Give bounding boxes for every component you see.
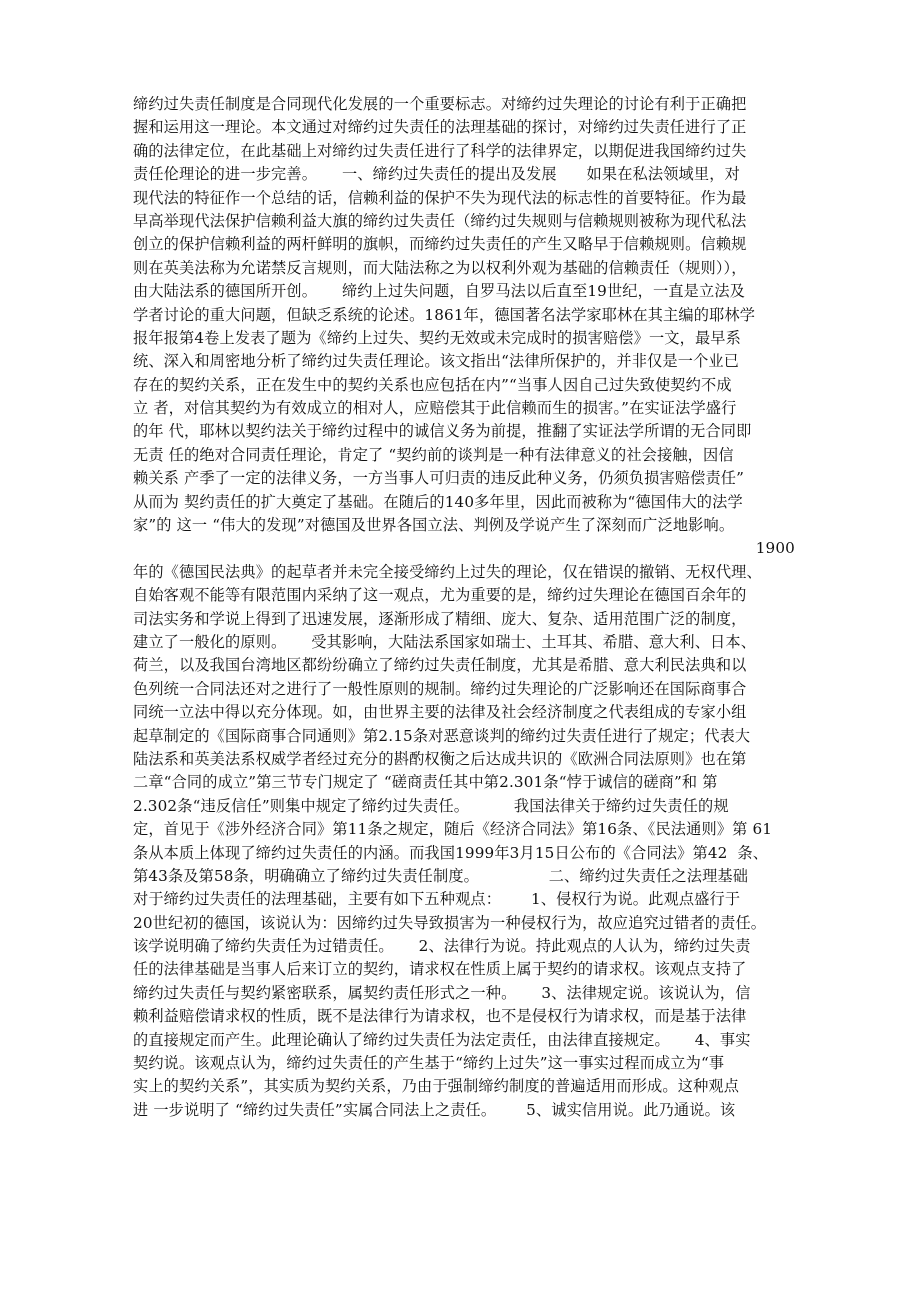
text-line: 早高举现代法保护信赖利益大旗的缔约过失责任（缔约过失规则与信赖规则被称为现代私法 [133, 211, 747, 230]
text-line: 立 者，对信其契约为有效成立的相对人，应赔偿其于此信赖而生的损害。”在实证法学盛行 [133, 399, 737, 418]
text-line: 则在英美法称为允诺禁反言规则，而大陆法称之为以权利外观为基础的信赖责任（规则））， [133, 258, 747, 277]
text-line: 进 一步说明了 “缔约过失责任”实属合同法上之责任。 5、诚实信用说。此乃通说。该 [133, 1100, 736, 1119]
text-line: 陆法系和英美法系权威学者经过充分的斟酌权衡之后达成共识的《欧洲合同法原则》也在第 [133, 749, 747, 768]
text-line: 对于缔约过失责任的法理基础，主要有如下五种观点： 1、侵权行为说。此观点盛行于 [133, 890, 741, 909]
text-line: 从而为 契约责任的扩大奠定了基础。在随后的140多年里，因此而被称为“德国伟大的法学 [133, 492, 743, 511]
text-line: 1900 [755, 539, 795, 558]
text-line: 的直接规定而产生。此理论确认了缔约过失责任为法定责任，由法律直接规定。 4、事实 [133, 1030, 751, 1049]
text-line: 条从本质上体现了缔约过失责任的内涵。而我国1999年3月15日公布的《合同法》第42 条、 [133, 843, 769, 862]
text-line: 该学说明确了缔约失责任为过错责任。 2、法律行为说。持此观点的人认为，缔约过失责 [133, 937, 751, 956]
text-line: 契约说。该观点认为，缔约过失责任的产生基于“缔约上过失”这一事实过程而成立为“事 [133, 1054, 725, 1073]
text-line: 赖利益赔偿请求权的性质，既不是法律行为请求权，也不是侵权行为请求权，而是基于法律 [133, 1007, 747, 1026]
text-line: 二章“合同的成立”第三节专门规定了 “磋商责任其中第2.301条“悖于诚信的磋商”和 第 [133, 773, 718, 792]
text-line: 创立的保护信赖利益的两杆鲜明的旗帜，而缔约过失责任的产生又略早于信赖规则。信赖规 [133, 235, 747, 254]
text-line: 第43条及第58条，明确确立了缔约过失责任制度。 二、缔约过失责任之法理基础 [133, 866, 749, 885]
text-line: 赖关系 产季了一定的法律义务，一方当事人可归责的违反此种义务，仍须负损害赔偿责任” [133, 469, 745, 488]
text-line: 无责 任的绝对合同责任理论，肯定了 “契约前的谈判是一种有法律意义的社会接触，因信 [133, 445, 734, 464]
text-line: 缔约过失责任制度是合同现代化发展的一个重要标志。对缔约过失理论的讨论有利于正确把 [133, 95, 747, 113]
text-line: 建立了一般化的原则。 受其影响，大陆法系国家如瑞士、土耳其、希腊、意大利、日本、 [133, 632, 757, 651]
text-line: 现代法的特征作一个总结的话，信赖利益的保护不失为现代法的标志性的首要特征。作为最 [133, 188, 747, 207]
text-line: 实上的契约关系”，其实质为契约关系，乃由于强制缔约制度的普遍适用而形成。这种观点 [133, 1077, 740, 1096]
text-line: 报年报第4卷上发表了题为《缔约上过失、契约无效或未完成时的损害赔偿》一文，最早系 [133, 328, 741, 347]
text-line: 2.302条“违反信任”则集中规定了缔约过失责任。 我国法律关于缔约过失责任的规 [133, 796, 729, 815]
text-line: 自始客观不能等有限范围内采纳了这一观点，尤为重要的是，缔约过失理论在德国百余年的 [133, 586, 747, 605]
text-line: 20世纪初的德国，该说认为：因缔约过失导致损害为一种侵权行为，故应追究过错者的责任。 [133, 913, 767, 932]
text-line: 定，首见于《涉外经济合同》第11条之规定，随后《经济合同法》第16条、《民法通则》第 61 [133, 820, 773, 839]
text-line: 统、深入和周密地分析了缔约过失责任理论。该文指出“法律所保护的，并非仅是一个业已 [133, 352, 740, 371]
text-line: 握和运用这一理论。本文通过对缔约过失责任的法理基础的探讨，对缔约过失责任进行了正 [133, 118, 747, 137]
text-line: 责任伦理论的进一步完善。 一、缔约过失责任的提出及发展 如果在私法领域里，对 [133, 165, 740, 184]
text-line: 的年 代，耶林以契约法关于缔约过程中的诚信义务为前提，推翻了实证法学所谓的无合同即 [133, 422, 752, 441]
text-line: 家”的 这一 “伟大的发现”对德国及世界各国立法、判例及学说产生了深刻而广泛地影响。 [133, 516, 735, 535]
text-line: 色列统一合同法还对之进行了一般性原则的规制。缔约过失理论的广泛影响还在国际商事合 [133, 679, 747, 698]
text-line: 缔约过失责任与契约紧密联系，属契约责任形式之一种。 3、法律规定说。该说认为，信 [133, 983, 751, 1002]
text-line: 学者讨论的重大问题，但缺乏系统的论述。1861年，德国著名法学家耶林在其主编的耶林学 [133, 305, 756, 324]
text-line: 起草制定的《国际商事合同通则》第2.15条对恶意谈判的缔约过失责任进行了规定；代表大 [133, 726, 751, 745]
text-line: 确的法律定位，在此基础上对缔约过失责任进行了科学的法律界定，以期促进我国缔约过失 [133, 141, 747, 160]
text-line: 同统一立法中得以充分体现。如，由世界主要的法律及社会经济制度之代表组成的专家小组 [133, 703, 747, 722]
text-line: 荷兰，以及我国台湾地区都纷纷确立了缔约过失责任制度，尤其是希腊、意大利民法典和以 [133, 656, 747, 675]
document-body [133, 93, 797, 1122]
text-line: 司法实务和学说上得到了迅速发展，逐渐形成了精细、庞大、复杂、适用范围广泛的制度， [133, 609, 747, 628]
text-line: 年的《德国民法典》的起草者并未完全接受缔约上过失的理论，仅在错误的撤销、无权代理、 [133, 562, 762, 581]
text-line: 任的法律基础是当事人后来订立的契约，请求权在性质上属于契约的请求权。该观点支持了 [133, 960, 747, 979]
text-line: 存在的契约关系，正在发生中的契约关系也应包括在内”“当事人因自己过失致使契约不成 [133, 375, 732, 394]
text-line: 由大陆法系的德国所开创。 缔约上过失问题，自罗马法以后直至19世纪，一直是立法及 [133, 282, 746, 301]
